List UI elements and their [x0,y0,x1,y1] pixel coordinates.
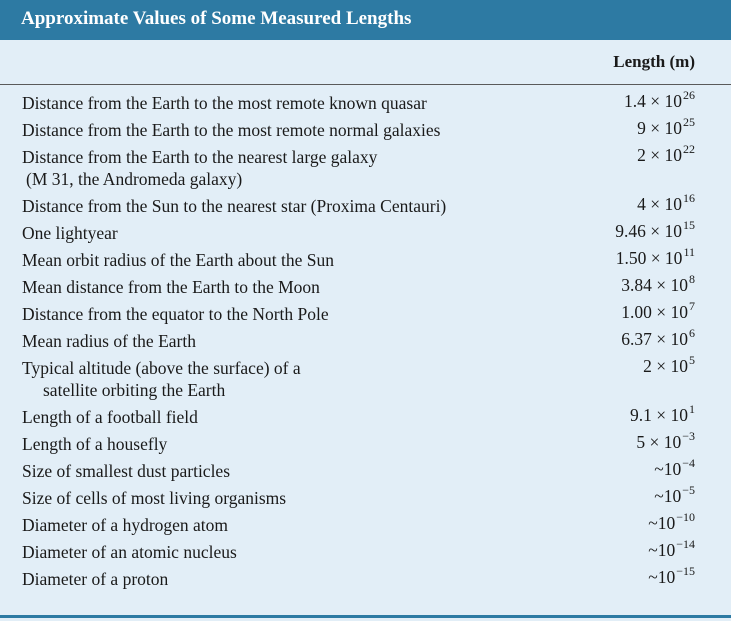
row-label-text: Distance from the Sun to the nearest star (Proxima Centauri) [22,196,447,216]
row-label [0,460,582,482]
value-mantissa: 9.46 × 10 [615,221,682,241]
table-row [0,539,731,566]
row-value [654,458,695,482]
row-label-text: Typical altitude (above the surface) of a [22,358,301,378]
value-exponent: −14 [676,537,695,551]
row-value [630,404,695,428]
row-label [0,249,582,271]
table-row [0,301,731,328]
row-value [648,566,695,590]
value-mantissa: 5 × 10 [636,432,682,452]
table-row [0,90,731,117]
row-label [0,433,582,455]
value-exponent: 7 [689,299,695,313]
row-label [0,303,582,325]
row-value [621,301,695,325]
value-mantissa: 2 × 10 [643,356,688,376]
value-exponent: 26 [683,88,695,102]
value-mantissa: ~10 [648,567,676,587]
row-label-text: Distance from the equator to the North Pole [22,304,329,324]
row-label [0,541,582,563]
row-label-continuation: satellite orbiting the Earth [43,380,226,400]
value-mantissa: 6.37 × 10 [621,329,688,349]
row-label-continuation: (M 31, the Andromeda galaxy) [26,169,243,189]
value-mantissa: 2 × 10 [637,145,682,165]
value-mantissa: 9 × 10 [637,118,682,138]
column-header-row [0,40,731,84]
row-value [636,431,695,455]
row-label-text: Diameter of a proton [22,569,169,589]
row-value [621,328,695,352]
row-value [648,512,695,536]
row-value [654,485,695,509]
row-label-text: Distance from the Earth to the most remote known quasar [22,93,427,113]
value-exponent: 1 [689,402,695,416]
value-mantissa: 4 × 10 [637,194,682,214]
value-mantissa: ~10 [648,540,676,560]
value-exponent: −3 [682,429,695,443]
row-label-text: One lightyear [22,223,118,243]
row-label [0,487,582,509]
bottom-divider [0,615,731,618]
row-label-text: Distance from the Earth to the nearest large galaxy [22,147,378,167]
column-header-length: Length (m) [613,52,695,71]
row-label-text: Size of smallest dust particles [22,461,231,481]
table-row [0,404,731,431]
value-mantissa: 1.50 × 10 [615,248,683,268]
row-value [643,355,695,379]
table-row [0,485,731,512]
row-label-text: Mean distance from the Earth to the Moon [22,277,320,297]
row-value [624,90,695,114]
table-row [0,355,731,404]
row-label-text: Diameter of a hydrogen atom [22,515,229,535]
row-value [637,193,695,217]
row-label [0,357,582,401]
table-row [0,193,731,220]
table-row [0,144,731,193]
value-exponent: 8 [689,272,695,286]
value-exponent: 22 [683,142,695,156]
row-label-text: Size of cells of most living organisms [22,488,287,508]
table-row [0,247,731,274]
value-mantissa: ~10 [654,486,682,506]
row-label-text: Mean orbit radius of the Earth about the Sun [22,250,335,270]
value-mantissa: 3.84 × 10 [621,275,688,295]
row-label-text: Distance from the Earth to the most remote normal galaxies [22,120,441,140]
table-row [0,328,731,355]
row-label [0,514,582,536]
value-mantissa: ~10 [654,459,682,479]
row-label [0,276,582,298]
value-mantissa: 9.1 × 10 [630,405,688,425]
value-exponent: 5 [689,353,695,367]
row-value [648,539,695,563]
table-body [0,90,731,593]
row-value [615,220,695,244]
row-label [0,195,582,217]
row-value [637,144,695,168]
row-label-text: Diameter of an atomic nucleus [22,542,237,562]
row-label [0,119,582,141]
value-exponent: 25 [683,115,695,129]
value-mantissa: 1.00 × 10 [621,302,688,322]
value-exponent: 15 [683,218,695,232]
row-label-text: Length of a football field [22,407,198,427]
table-row [0,431,731,458]
value-mantissa: 1.4 × 10 [624,91,682,111]
row-label [0,222,582,244]
row-label [0,92,582,114]
value-exponent: −5 [682,483,695,497]
row-label [0,146,582,190]
table-row [0,458,731,485]
value-exponent: 6 [689,326,695,340]
table-row [0,566,731,593]
row-label [0,406,582,428]
row-label-text: Mean radius of the Earth [22,331,196,351]
value-exponent: 16 [683,191,695,205]
table-row [0,274,731,301]
value-exponent: 11 [683,245,695,259]
header-divider [0,84,731,85]
row-value [621,274,695,298]
table-row [0,117,731,144]
row-label [0,568,582,590]
row-value [616,247,695,271]
value-mantissa: ~10 [648,513,676,533]
value-exponent: −4 [682,456,695,470]
table-title: Approximate Values of Some Measured Lengths [0,0,731,40]
table-row [0,220,731,247]
table-row [0,512,731,539]
value-exponent: −10 [676,510,695,524]
row-value [637,117,695,141]
row-label-text: Length of a housefly [22,434,168,454]
value-exponent: −15 [676,564,695,578]
row-label [0,330,582,352]
